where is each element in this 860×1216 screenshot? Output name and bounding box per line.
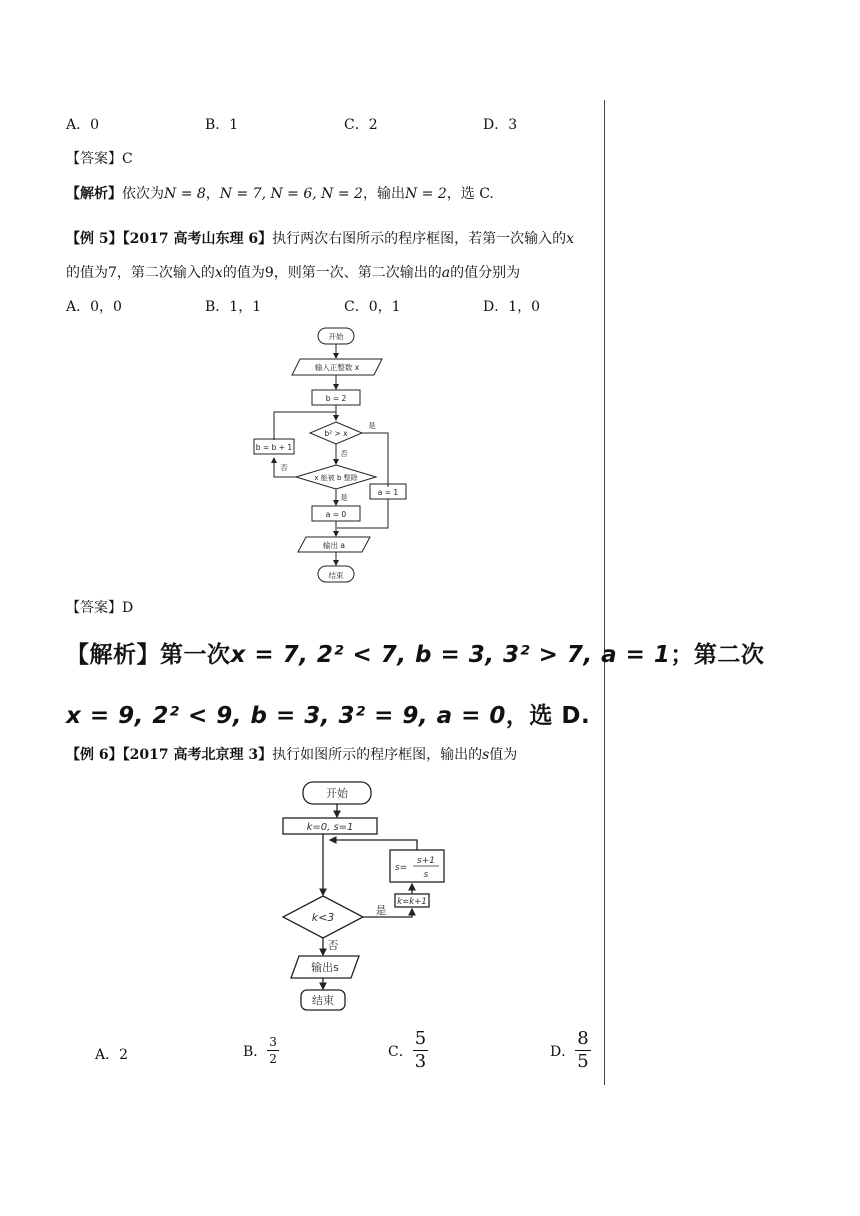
ex6-option-a-label: A． <box>95 1047 120 1063</box>
ex5-flowchart <box>240 322 430 584</box>
fc2-init-label: k=0, s=1 <box>306 822 354 833</box>
fc2-update-s-den: s <box>423 870 429 880</box>
ex5-text-b: ，第二次输入的 <box>116 265 215 281</box>
ex5-answer: 【答案】D <box>66 600 134 616</box>
ex6-option-b-label: B． <box>243 1043 268 1060</box>
ex5-line2 <box>66 262 520 282</box>
q4-option-a: A．0 <box>66 117 100 133</box>
q4-option-d: D．3 <box>483 117 518 133</box>
fc2-cond-label: k<3 <box>311 911 335 924</box>
fc2-no: 否 <box>327 939 339 952</box>
fc2-update-s-lhs: s= <box>394 863 408 873</box>
fc1-update-label: b = b + 1 <box>255 443 293 452</box>
fc1-init-label: b = 2 <box>325 394 347 403</box>
fc1-a1-label: a = 1 <box>377 488 399 497</box>
ex5-solution-math2: x = 9, 2² < 9, b = 3, 3² = 9, a = 0 <box>66 703 506 729</box>
q4-solution-text-a: 依次为 <box>122 186 164 202</box>
ex6-option-c <box>388 1030 428 1071</box>
ex6-var-s: s <box>482 747 490 763</box>
ex5-var-x: x <box>566 231 574 247</box>
ex5-option-a: A．0，0 <box>66 299 122 315</box>
fc2-yes: 是 <box>375 904 387 917</box>
fc1-no1: 否 <box>340 449 348 458</box>
ex6-option-d-num: 8 <box>577 1028 589 1049</box>
column-divider <box>604 100 605 1085</box>
ex6-label: 【例 6】【2017 高考北京理 3】 <box>66 747 273 763</box>
q4-solution-label: 【解析】 <box>66 186 122 202</box>
ex5-text-c: 的值为 <box>222 265 265 281</box>
fc2-update-k-label: k=k+1 <box>397 897 427 907</box>
ex6-option-d-label: D． <box>550 1043 576 1060</box>
ex5-line1-text: 执行两次右图所示的程序框图，若第一次输入的 <box>272 231 567 247</box>
ex5-var-a: a <box>441 265 451 281</box>
q4-option-c: C．2 <box>344 117 378 133</box>
fc1-output-label: 输出 a <box>323 541 345 550</box>
ex6-option-a <box>95 1044 128 1064</box>
fc2-update-s-num: s+1 <box>417 856 435 866</box>
ex5-text-a: 的值为 <box>66 265 108 281</box>
fc2-end-label: 结束 <box>312 994 334 1007</box>
fc1-no2: 否 <box>280 463 288 472</box>
ex6-option-b-den: 2 <box>269 1052 277 1066</box>
ex5-option-c: C．0，1 <box>344 299 401 315</box>
ex6-option-c-label: C． <box>388 1043 413 1060</box>
ex5-text-e: 的值分别为 <box>450 265 521 281</box>
q4-sep: ， <box>205 186 220 202</box>
q4-math-a: N = 8 <box>164 186 206 202</box>
fc1-start-label: 开始 <box>328 332 344 341</box>
ex6-option-b-num: 3 <box>269 1035 277 1049</box>
ex5-option-b: B．1，1 <box>205 299 262 315</box>
q4-solution-text-b: ，输出 <box>362 186 405 202</box>
fc1-a0-label: a = 0 <box>325 510 347 519</box>
ex5-solution-label: 【解析】第一次 <box>66 642 231 668</box>
ex5-option-d: D．1，0 <box>483 299 541 315</box>
q4-math-c: N = 2 <box>404 186 447 202</box>
ex6-option-d-den: 5 <box>577 1051 589 1072</box>
ex5-solution-tail2: ，选 D. <box>505 703 591 729</box>
ex5-solution-line2 <box>66 697 590 730</box>
ex6-option-d <box>550 1030 591 1071</box>
ex5-num9: 9 <box>264 265 274 281</box>
fc1-cond2-label: x 能被 b 整除 <box>314 474 358 482</box>
q4-solution <box>66 183 494 203</box>
q4-solution-text-c: ，选 C. <box>446 186 494 202</box>
fc1-yes2: 是 <box>340 493 348 502</box>
ex6-option-a-value: 2 <box>119 1047 129 1063</box>
fc1-input-label: 输入正整数 x <box>314 363 360 372</box>
fc1-end-label: 结束 <box>328 571 344 580</box>
ex5-text-d: ，则第一次、第二次输出的 <box>273 265 442 281</box>
fc1-cond1-label: b² > x <box>324 429 348 438</box>
ex5-label: 【例 5】【2017 高考山东理 6】 <box>66 231 273 247</box>
ex5-line1 <box>66 228 574 248</box>
q4-answer: 【答案】C <box>66 151 133 167</box>
ex5-var-x2: x <box>214 265 223 281</box>
ex6-flowchart <box>275 778 455 1012</box>
ex6-option-c-num: 5 <box>414 1028 427 1049</box>
ex6-option-c-den: 3 <box>414 1051 427 1072</box>
ex6-text: 执行如图所示的程序框图，输出的 <box>272 747 483 763</box>
ex5-solution-tail1: ；第二次 <box>670 642 765 668</box>
q4-math-b: N = 7, N = 6, N = 2 <box>219 186 363 202</box>
ex5-solution-line1 <box>66 636 764 669</box>
ex6-tail: 值为 <box>489 747 518 763</box>
ex6-question <box>66 744 517 764</box>
ex5-num7: 7 <box>108 265 117 281</box>
q4-option-b: B．1 <box>205 117 239 133</box>
fc2-output-label: 输出s <box>311 961 339 974</box>
ex6-option-b <box>243 1036 279 1065</box>
fc1-yes1: 是 <box>368 421 376 430</box>
fc2-start-label: 开始 <box>326 787 348 800</box>
ex5-solution-math1: x = 7, 2² < 7, b = 3, 3² > 7, a = 1 <box>230 642 671 668</box>
